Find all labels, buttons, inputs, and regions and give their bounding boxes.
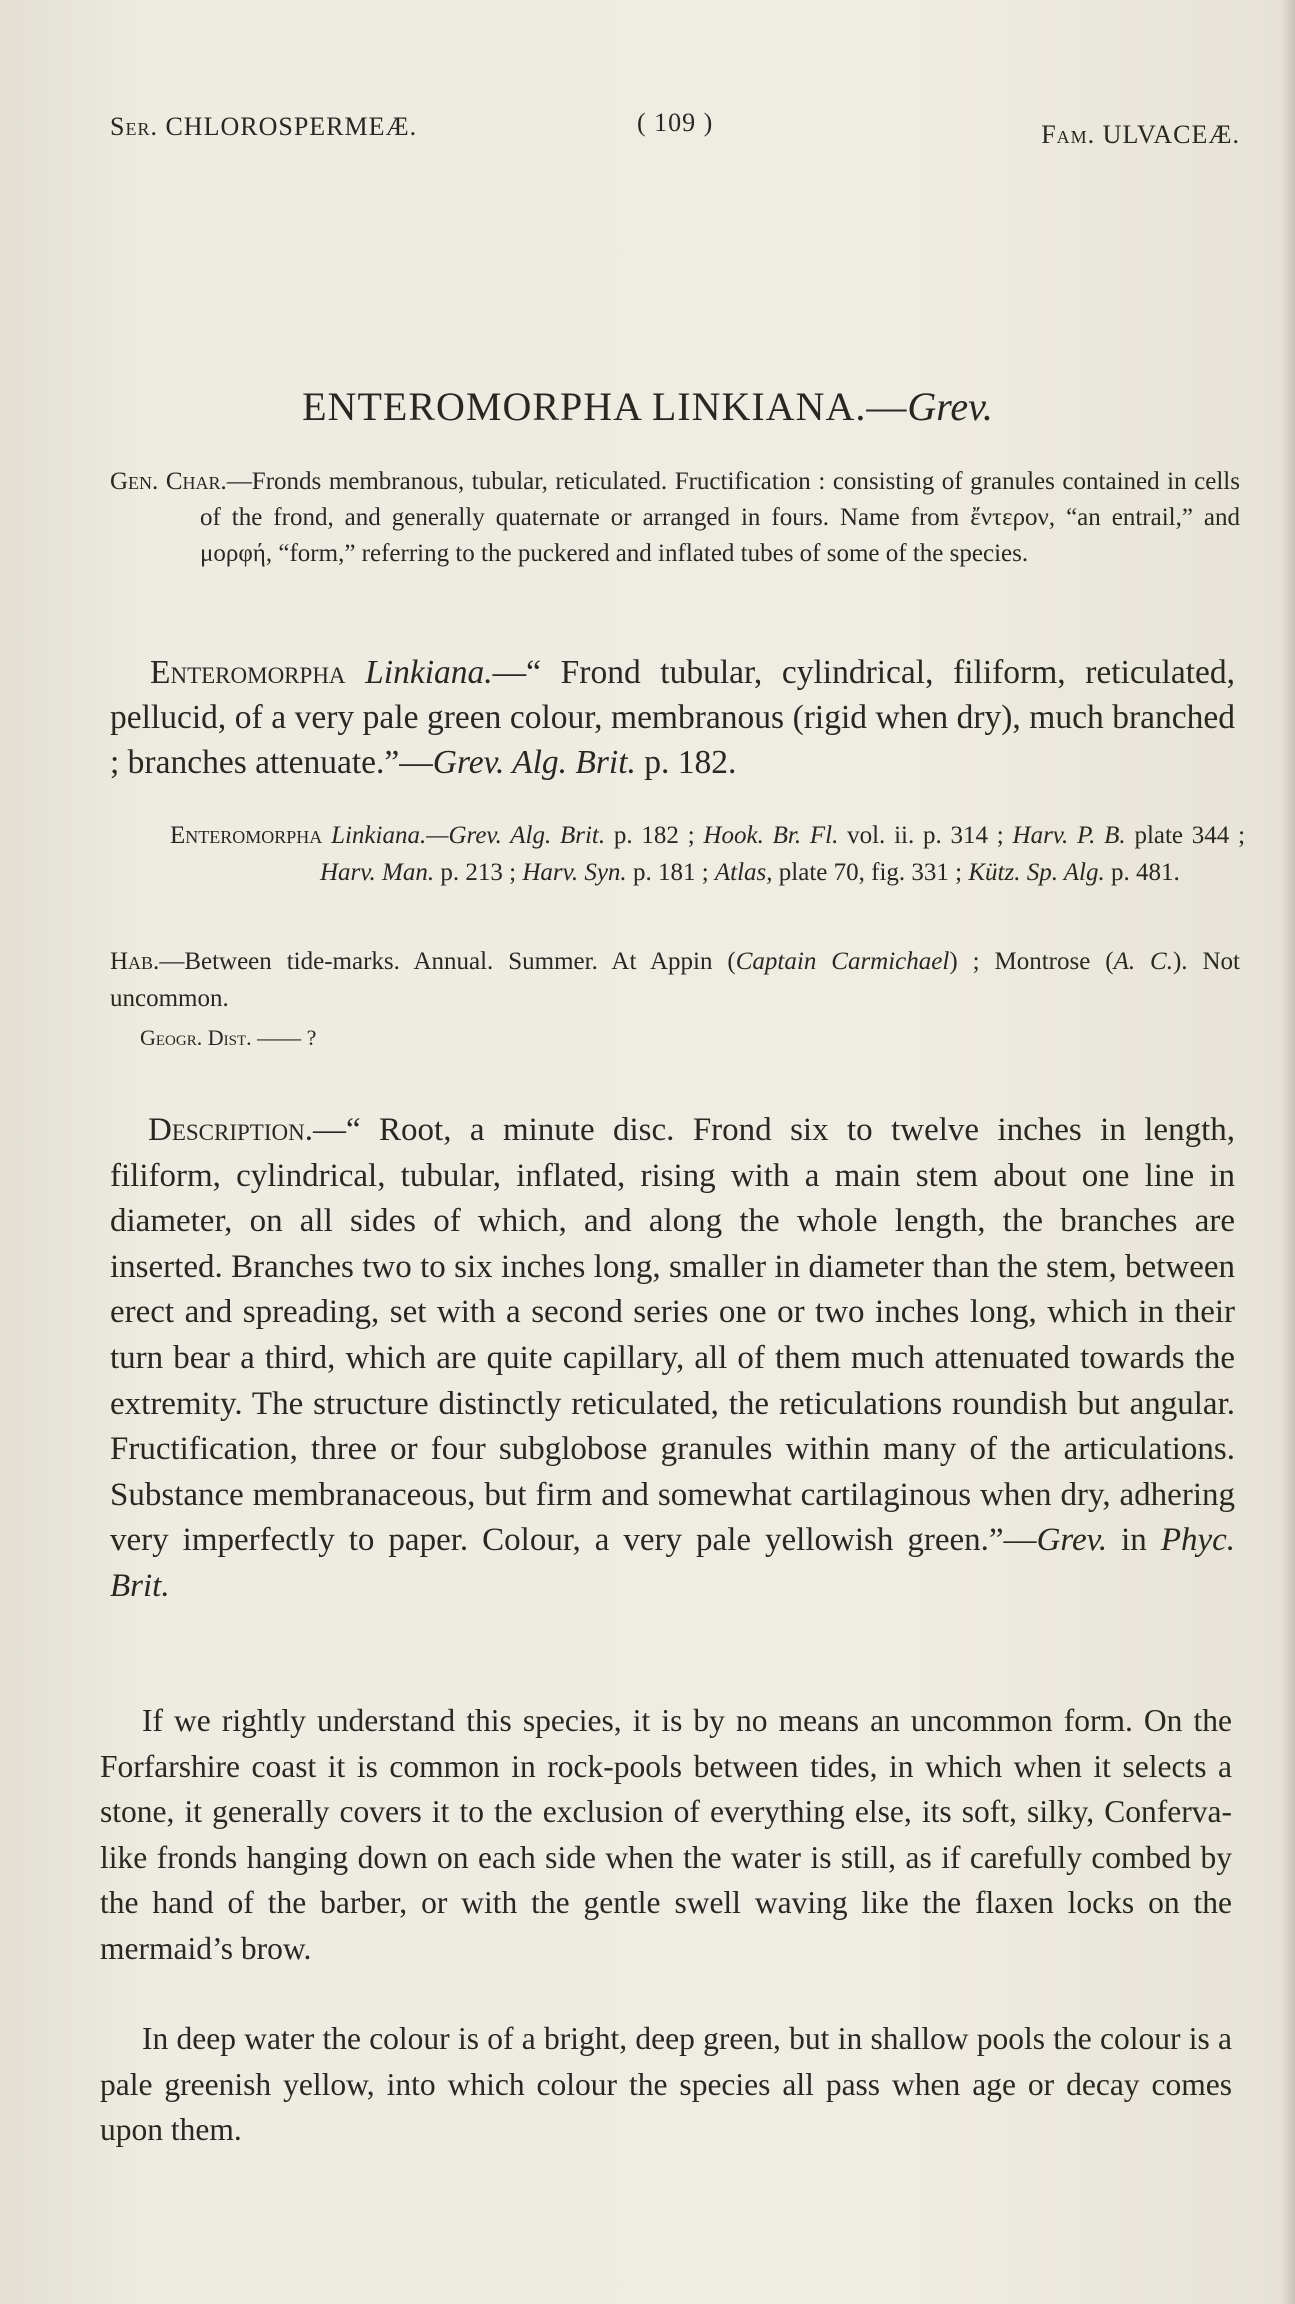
page-edge-shadow: [1281, 0, 1295, 2304]
synonymy-ref-4: Harv. Man.: [320, 859, 435, 886]
species-title: [0, 383, 1295, 430]
gen-char-text: —Fronds membranous, tubular, reticulated. Fructification : consisting of granules contained in cells of the frond, and generally quaternate or arranged in fours. Name from ἔντερον, “an entrail,” and μορφή, “form,” referring to the puckered and inflated tubes of some of the species.: [200, 468, 1240, 567]
synonymy-page-1: p. 182 ;: [605, 822, 704, 849]
synonymy-page-7: p. 481.: [1104, 859, 1180, 886]
synonymy-ref-2: Hook. Br. Fl.: [703, 822, 839, 849]
description: [110, 1108, 1235, 1610]
species-title-author: Grev.: [907, 384, 993, 429]
synonymy-page-5: p. 181 ;: [626, 859, 715, 886]
gen-char-label: Gen. Char.: [110, 468, 227, 495]
description-in: in: [1107, 1522, 1161, 1559]
synonymy-page-3: plate 344 ;: [1125, 822, 1246, 849]
synonymy-ref-6: Atlas,: [714, 859, 773, 886]
description-label: Description.: [148, 1112, 313, 1148]
species-title-name: ENTEROMORPHA LINKIANA.—: [302, 384, 908, 429]
geogr-value: —— ?: [251, 1025, 317, 1050]
commentary-paragraph-1: [100, 1698, 1232, 1971]
habitat: [110, 943, 1240, 1017]
synonymy-ref-7: Kütz. Sp. Alg.: [968, 859, 1105, 886]
diagnosis-genus: Enteromorpha: [150, 654, 346, 691]
habitat-text-3: ). Not uncommon.: [110, 948, 1241, 1012]
habitat-text-2: ) ; Montrose (: [949, 948, 1114, 975]
description-text: —“ Root, a minute disc. Frond six to twelve inches in length, filiform, cylindrical, tubular, inflated, rising with a main stem about one line in diameter, on all sides of which, and along the whole length, the branches are inserted. Branches two to six inches long, smaller in diameter than the stem, between erect and spreading, set with a second series one or two inches long, which in their turn bear a third, which are quite capillary, all of them much attenuated towards the extremity. The structure distinctly reticulated, the reticulations roundish but angular. Fructification, three or four subglobose granules within many of the articulations. Substance membranaceous, but firm and somewhat cartilaginous when dry, adhering very imperfectly to paper. Colour, a very pale yellowish green.”—: [110, 1112, 1235, 1559]
diagnosis-page: p. 182.: [635, 744, 737, 781]
generic-character: [110, 464, 1240, 572]
synonymy-page-4: p. 213 ;: [434, 859, 523, 886]
synonymy-page-6: plate 70, fig. 331 ;: [772, 859, 969, 886]
description-source-author: Grev.: [1036, 1522, 1108, 1559]
paragraph-text: In deep water the colour is of a bright, deep green, but in shallow pools the colour is a pale greenish yellow, into which colour the species all pass when age or decay comes upon them.: [100, 2021, 1232, 2147]
page-number: ( 109 ): [637, 108, 714, 137]
diagnosis-species: Linkiana.: [365, 654, 493, 691]
habitat-collector: Captain Carmichael: [735, 948, 950, 975]
species-diagnosis: [110, 650, 1235, 785]
running-head: [110, 100, 1240, 149]
commentary-paragraph-2: [100, 2016, 1232, 2153]
diagnosis-source: Grev. Alg. Brit.: [432, 744, 636, 781]
synonymy: [170, 817, 1245, 891]
synonymy-species: Linkiana.: [331, 822, 427, 849]
description-source-work: Phyc. Brit.: [110, 1522, 1236, 1604]
geographic-distribution: [140, 1025, 316, 1051]
synonymy-page-2: vol. ii. p. 314 ;: [838, 822, 1013, 849]
habitat-text: —Between tide-marks. Annual. Summer. At Appin (: [159, 948, 736, 975]
habitat-label: Hab.: [110, 948, 160, 975]
synonymy-genus: Enteromorpha: [170, 822, 323, 849]
diagnosis-quote: —“ Frond tubular, cylindrical, filiform, reticulated, pellucid, of a very pale green colour, membranous (rigid when dry), much branched ; branches attenuate.”—: [110, 654, 1235, 781]
synonymy-ref-3: Harv. P. B.: [1012, 822, 1126, 849]
running-head-series: Ser. CHLOROSPERMEÆ.: [110, 112, 418, 141]
running-head-family: Fam. ULVACEÆ.: [1041, 120, 1240, 149]
geogr-label: Geogr. Dist.: [140, 1025, 252, 1050]
synonymy-ref-5: Harv. Syn.: [522, 859, 627, 886]
paragraph-text: If we rightly understand this species, it is by no means an uncommon form. On the Forfarshire coast it is common in rock-pools between tides, in which when it selects a stone, it generally covers it to the exclusion of everything else, its soft, silky, Conferva-like fronds hanging down on each side when the water is still, as if carefully combed by the hand of the barber, or with the gentle swell waving like the flaxen locks on the mermaid’s brow.: [100, 1703, 1232, 1966]
synonymy-ref-1: —Grev. Alg. Brit.: [426, 822, 606, 849]
habitat-initials: A. C.: [1113, 948, 1173, 975]
